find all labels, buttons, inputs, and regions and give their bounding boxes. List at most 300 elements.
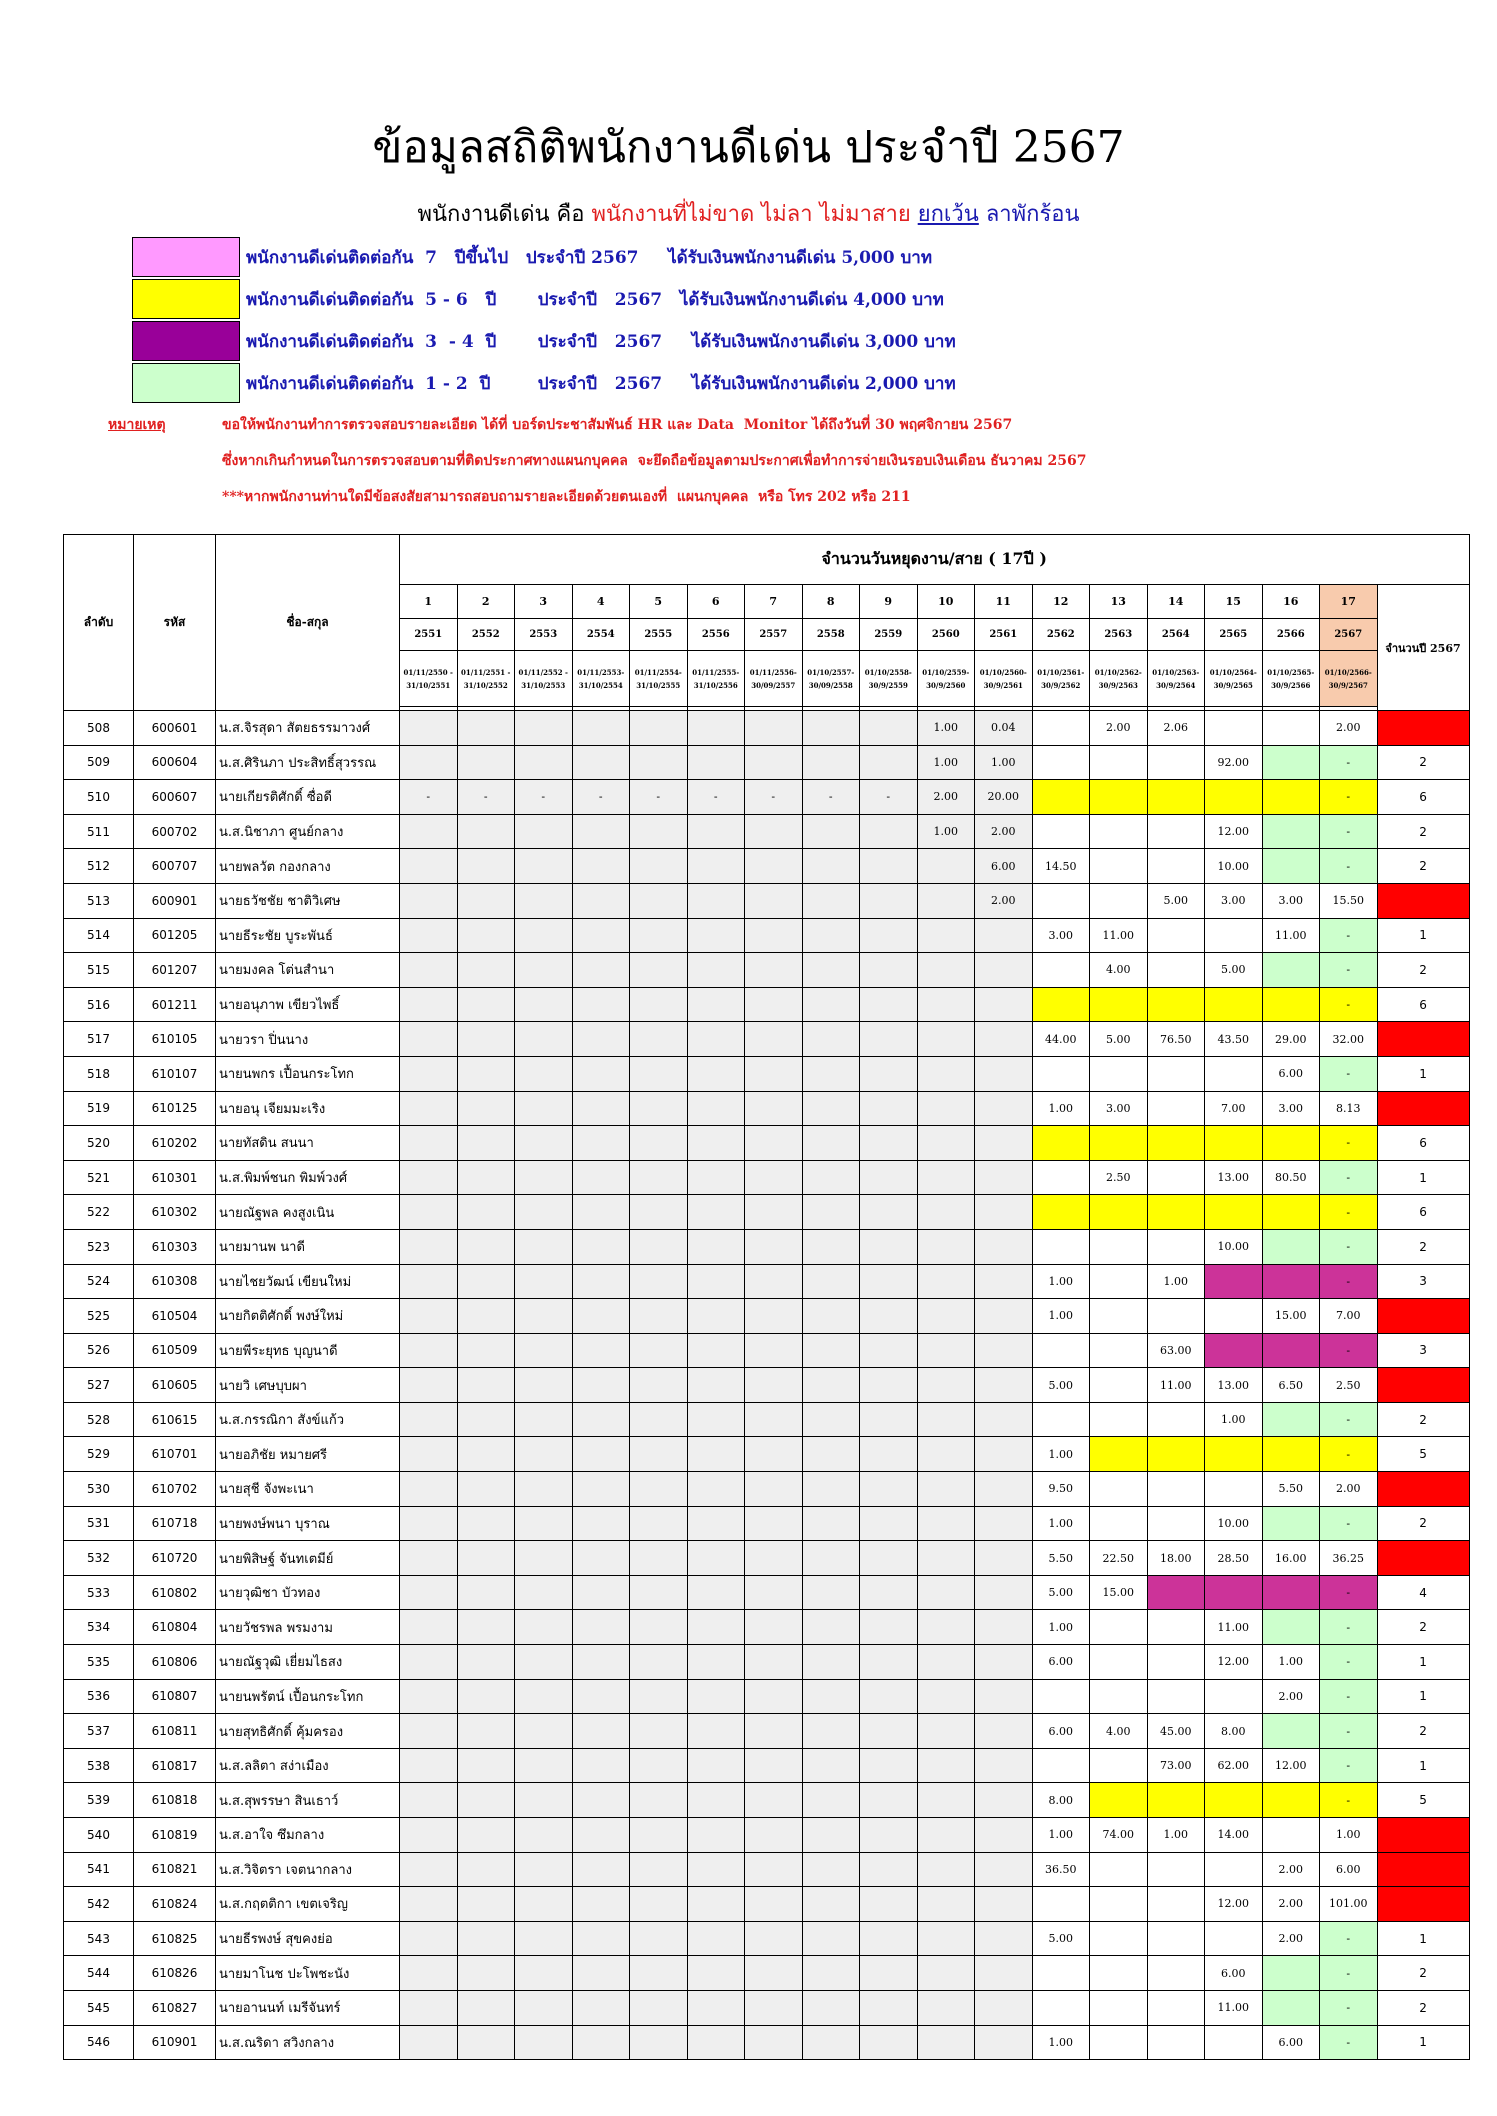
row-value-9: [860, 1887, 918, 1922]
row-value-1: [400, 883, 458, 918]
row-code: 610826: [134, 1956, 216, 1991]
row-value-4: [572, 1368, 630, 1403]
row-value-6: [687, 1887, 745, 1922]
header-period: [457, 651, 515, 707]
page-title: ข้อมูลสถิติพนักงานดีเด่น ประจำปี 2567: [372, 122, 1125, 173]
row-value-7: [745, 1645, 803, 1680]
row-value-3: [515, 711, 573, 746]
row-code: 600901: [134, 883, 216, 918]
row-code: 610509: [134, 1333, 216, 1368]
row-value-17: -: [1320, 1783, 1378, 1818]
row-value-8: [802, 711, 860, 746]
row-value-6: [687, 745, 745, 780]
note-label: หมายเหตุ: [108, 417, 166, 433]
row-value-4: [572, 745, 630, 780]
row-code: 600702: [134, 814, 216, 849]
period-end: 31/10/2551: [406, 680, 451, 690]
period-start: 01/10/2562-: [1094, 667, 1142, 677]
row-code: 600601: [134, 711, 216, 746]
row-value-10: [917, 1575, 975, 1610]
row-value-17: -: [1320, 918, 1378, 953]
row-value-14: [1147, 1645, 1205, 1680]
row-seq: 513: [64, 883, 134, 918]
row-value-4: [572, 1714, 630, 1749]
row-value-17: -: [1320, 1402, 1378, 1437]
row-value-8: [802, 1333, 860, 1368]
row-code: 610819: [134, 1818, 216, 1853]
table-row: [64, 780, 1470, 815]
row-value-12: 1.00: [1032, 1264, 1090, 1299]
table-row: [64, 987, 1470, 1022]
legend-swatch-yellow: [132, 279, 240, 319]
row-value-2: [457, 1506, 515, 1541]
row-value-13: [1090, 1299, 1148, 1334]
row-value-6: [687, 849, 745, 884]
row-value-4: [572, 1056, 630, 1091]
row-value-15: [1205, 1783, 1263, 1818]
row-value-1: [400, 1472, 458, 1507]
row-code: 610806: [134, 1645, 216, 1680]
row-total: 1: [1377, 1160, 1469, 1195]
period-start: 01/11/2555-: [692, 667, 740, 677]
row-value-11: [975, 1126, 1033, 1161]
row-value-13: 74.00: [1090, 1818, 1148, 1853]
row-value-17: 6.00: [1320, 1852, 1378, 1887]
period-end: 31/10/2555: [636, 680, 681, 690]
row-total: 1: [1377, 918, 1469, 953]
row-value-15: [1205, 1472, 1263, 1507]
row-value-14: [1147, 1195, 1205, 1230]
header-name: ชื่อ-สกุล: [216, 535, 400, 711]
row-value-10: [917, 1541, 975, 1576]
row-name: น.ส.วิจิตรา เจตนากลาง: [216, 1852, 400, 1887]
row-total: 2: [1377, 745, 1469, 780]
row-value-16: 6.00: [1262, 2025, 1320, 2060]
row-value-4: [572, 953, 630, 988]
row-value-9: -: [860, 780, 918, 815]
row-value-7: [745, 1748, 803, 1783]
row-name: น.ส.นิชาภา ศูนย์กลาง: [216, 814, 400, 849]
row-code: 610718: [134, 1506, 216, 1541]
row-value-10: [917, 1056, 975, 1091]
row-value-17: -: [1320, 1679, 1378, 1714]
header-col-number: 14: [1147, 585, 1205, 619]
row-value-2: [457, 1229, 515, 1264]
row-code: 610802: [134, 1575, 216, 1610]
row-value-6: [687, 1437, 745, 1472]
row-value-5: [630, 1472, 688, 1507]
row-name: นายสุทธิศักดิ์ คุ้มครอง: [216, 1714, 400, 1749]
row-value-6: [687, 1229, 745, 1264]
table-row: [64, 1679, 1470, 1714]
header-year: 2565: [1205, 619, 1263, 651]
row-value-4: [572, 1679, 630, 1714]
row-value-5: [630, 1645, 688, 1680]
row-value-5: [630, 1541, 688, 1576]
table-row: [64, 1887, 1470, 1922]
row-value-3: [515, 883, 573, 918]
row-name: นายธีรพงษ์ สุขคงย่อ: [216, 1921, 400, 1956]
row-value-9: [860, 1818, 918, 1853]
row-value-6: [687, 1264, 745, 1299]
row-value-6: [687, 2025, 745, 2060]
row-value-1: [400, 987, 458, 1022]
legend-text: พนักงานดีเด่นติดต่อกัน 3 - 4 ปี ประจำปี 2567 ได้รับเงินพนักงานดีเด่น 3,000 บาท: [246, 331, 956, 352]
row-seq: 512: [64, 849, 134, 884]
row-name: นายไชยวัฒน์ เขียนใหม่: [216, 1264, 400, 1299]
row-value-9: [860, 1783, 918, 1818]
row-value-5: [630, 814, 688, 849]
header-col-number: 10: [917, 585, 975, 619]
row-value-13: [1090, 1437, 1148, 1472]
row-value-11: [975, 1506, 1033, 1541]
row-value-6: [687, 953, 745, 988]
row-value-13: [1090, 849, 1148, 884]
row-value-6: [687, 1818, 745, 1853]
row-value-15: [1205, 1437, 1263, 1472]
row-code: 610901: [134, 2025, 216, 2060]
row-value-7: [745, 1160, 803, 1195]
header-period: [515, 651, 573, 707]
row-value-16: [1262, 1333, 1320, 1368]
row-value-12: 14.50: [1032, 849, 1090, 884]
row-value-14: 45.00: [1147, 1714, 1205, 1749]
row-value-11: [975, 1783, 1033, 1818]
row-value-8: [802, 1956, 860, 1991]
row-value-16: [1262, 1783, 1320, 1818]
table-row: [64, 1783, 1470, 1818]
header-col-number: 16: [1262, 585, 1320, 619]
row-value-15: [1205, 2025, 1263, 2060]
row-value-15: 13.00: [1205, 1160, 1263, 1195]
row-code: 610824: [134, 1887, 216, 1922]
row-value-6: [687, 1472, 745, 1507]
table-row: [64, 1921, 1470, 1956]
period-start: 01/10/2557-: [807, 667, 855, 677]
row-value-15: 43.50: [1205, 1022, 1263, 1057]
row-value-4: -: [572, 780, 630, 815]
period-start: 01/11/2552 -: [518, 667, 568, 677]
row-total: [1377, 1852, 1469, 1887]
row-value-2: [457, 1748, 515, 1783]
row-value-3: [515, 1610, 573, 1645]
row-value-9: [860, 1091, 918, 1126]
row-value-6: [687, 711, 745, 746]
row-value-14: 73.00: [1147, 1748, 1205, 1783]
row-value-9: [860, 1956, 918, 1991]
row-value-8: [802, 883, 860, 918]
row-value-8: [802, 849, 860, 884]
row-code: 610720: [134, 1541, 216, 1576]
row-value-6: [687, 987, 745, 1022]
period-start: 01/11/2556-: [749, 667, 797, 677]
table-row: [64, 1437, 1470, 1472]
row-name: นายกิตติศักดิ์ พงษ์ใหม่: [216, 1299, 400, 1334]
row-value-6: [687, 1852, 745, 1887]
row-value-1: [400, 1437, 458, 1472]
header-period: [1320, 651, 1378, 707]
period-end: 31/10/2552: [463, 680, 508, 690]
row-value-1: [400, 1022, 458, 1057]
row-value-11: [975, 1437, 1033, 1472]
row-value-11: [975, 1956, 1033, 1991]
row-value-3: [515, 814, 573, 849]
row-value-6: [687, 1575, 745, 1610]
row-value-14: [1147, 780, 1205, 815]
row-value-6: [687, 814, 745, 849]
row-value-2: [457, 1022, 515, 1057]
row-value-2: [457, 1264, 515, 1299]
row-value-4: [572, 883, 630, 918]
note-line-3: ***หากพนักงานท่านใดมีข้อสงสัยสามารถสอบถามรายละเอียดด้วยตนเองที่ แผนกบุคคล หรือ โทร 202 หรือ 211: [222, 489, 911, 505]
row-total: 2: [1377, 1990, 1469, 2025]
header-total: จำนวนปี 2567: [1377, 585, 1469, 711]
row-total: 3: [1377, 1264, 1469, 1299]
row-value-14: [1147, 1056, 1205, 1091]
row-value-16: 2.00: [1262, 1887, 1320, 1922]
row-value-7: [745, 1299, 803, 1334]
row-total: 1: [1377, 1921, 1469, 1956]
row-value-12: 1.00: [1032, 1818, 1090, 1853]
row-value-1: [400, 1679, 458, 1714]
row-value-15: 11.00: [1205, 1610, 1263, 1645]
table-row: [64, 849, 1470, 884]
header-period: [802, 651, 860, 707]
row-value-7: [745, 1264, 803, 1299]
row-total: 1: [1377, 1056, 1469, 1091]
row-value-15: [1205, 1264, 1263, 1299]
row-value-9: [860, 1714, 918, 1749]
row-value-5: [630, 987, 688, 1022]
row-name: น.ส.สุพรรษา สินเธาว์: [216, 1783, 400, 1818]
row-value-1: [400, 1160, 458, 1195]
header-period: [917, 651, 975, 707]
row-total: 1: [1377, 2025, 1469, 2060]
row-value-10: [917, 1956, 975, 1991]
row-value-11: [975, 1575, 1033, 1610]
row-value-8: -: [802, 780, 860, 815]
row-value-10: [917, 2025, 975, 2060]
row-value-14: [1147, 2025, 1205, 2060]
row-total: [1377, 1091, 1469, 1126]
row-value-11: [975, 1714, 1033, 1749]
row-value-9: [860, 849, 918, 884]
header-period: [1205, 651, 1263, 707]
row-value-14: [1147, 1437, 1205, 1472]
row-total: 2: [1377, 1610, 1469, 1645]
row-value-17: -: [1320, 1229, 1378, 1264]
row-value-15: [1205, 1679, 1263, 1714]
row-value-15: [1205, 1333, 1263, 1368]
row-value-13: [1090, 1887, 1148, 1922]
row-value-14: [1147, 1575, 1205, 1610]
row-value-8: [802, 1264, 860, 1299]
row-seq: 535: [64, 1645, 134, 1680]
row-value-7: [745, 1056, 803, 1091]
row-value-8: [802, 1160, 860, 1195]
row-value-12: 5.00: [1032, 1575, 1090, 1610]
row-value-9: [860, 918, 918, 953]
row-code: 610605: [134, 1368, 216, 1403]
row-value-8: [802, 1472, 860, 1507]
row-value-15: [1205, 1195, 1263, 1230]
row-value-16: 6.50: [1262, 1368, 1320, 1403]
row-value-3: [515, 1679, 573, 1714]
row-value-6: [687, 1956, 745, 1991]
row-value-5: [630, 1160, 688, 1195]
row-value-11: [975, 1818, 1033, 1853]
row-value-5: [630, 1610, 688, 1645]
row-value-6: [687, 1022, 745, 1057]
row-value-11: [975, 1160, 1033, 1195]
row-value-8: [802, 1645, 860, 1680]
row-value-2: [457, 1990, 515, 2025]
row-seq: 539: [64, 1783, 134, 1818]
row-name: นายพีระยุทธ บุญนาดี: [216, 1333, 400, 1368]
row-value-7: [745, 953, 803, 988]
table-row: [64, 1818, 1470, 1853]
row-value-3: [515, 1783, 573, 1818]
row-value-5: [630, 1990, 688, 2025]
row-value-16: 2.00: [1262, 1921, 1320, 1956]
header-period: [745, 651, 803, 707]
row-value-7: [745, 1921, 803, 1956]
row-value-11: [975, 1056, 1033, 1091]
row-seq: 528: [64, 1402, 134, 1437]
row-code: 610702: [134, 1472, 216, 1507]
row-value-7: [745, 1126, 803, 1161]
row-value-12: 1.00: [1032, 1610, 1090, 1645]
row-value-15: [1205, 711, 1263, 746]
row-value-13: [1090, 1645, 1148, 1680]
row-value-14: 2.06: [1147, 711, 1205, 746]
header-seq: ลำดับ: [64, 535, 134, 711]
row-value-12: 36.50: [1032, 1852, 1090, 1887]
row-value-11: [975, 987, 1033, 1022]
header-absence-group: จำนวนวันหยุดงาน/สาย ( 17ปี ): [400, 535, 1470, 585]
row-value-7: [745, 1956, 803, 1991]
row-value-3: [515, 1437, 573, 1472]
row-value-14: [1147, 1610, 1205, 1645]
header-period: [687, 651, 745, 707]
row-value-10: [917, 1679, 975, 1714]
row-value-10: 1.00: [917, 814, 975, 849]
row-value-13: [1090, 1264, 1148, 1299]
row-value-10: [917, 1126, 975, 1161]
row-value-11: [975, 1472, 1033, 1507]
row-value-2: [457, 1783, 515, 1818]
row-value-15: 1.00: [1205, 1402, 1263, 1437]
row-value-13: [1090, 814, 1148, 849]
row-value-11: 1.00: [975, 745, 1033, 780]
row-total: 6: [1377, 1195, 1469, 1230]
row-name: นายพลวัต กองกลาง: [216, 849, 400, 884]
row-value-5: [630, 1852, 688, 1887]
row-value-14: [1147, 1921, 1205, 1956]
row-value-3: [515, 918, 573, 953]
row-value-4: [572, 1921, 630, 1956]
row-value-5: [630, 1506, 688, 1541]
row-value-5: [630, 1575, 688, 1610]
row-value-13: 3.00: [1090, 1091, 1148, 1126]
row-value-17: -: [1320, 1645, 1378, 1680]
row-seq: 524: [64, 1264, 134, 1299]
row-value-9: [860, 1229, 918, 1264]
table-row: [64, 1264, 1470, 1299]
row-total: 2: [1377, 953, 1469, 988]
note-line-1: ขอให้พนักงานทำการตรวจสอบรายละเอียด ได้ที่ บอร์ดประชาสัมพันธ์ HR และ Data Monitor ได้ถึงวันที่ 30 พฤศจิกายน 2567: [222, 417, 1013, 433]
table-row: [64, 1126, 1470, 1161]
period-end: 30/09/2558: [808, 680, 853, 690]
row-code: 610125: [134, 1091, 216, 1126]
row-seq: 519: [64, 1091, 134, 1126]
period-start: 01/11/2553-: [577, 667, 625, 677]
row-value-11: 20.00: [975, 780, 1033, 815]
row-value-8: [802, 1610, 860, 1645]
row-value-13: [1090, 1402, 1148, 1437]
row-value-1: [400, 1368, 458, 1403]
row-value-17: 32.00: [1320, 1022, 1378, 1057]
header-year: 2561: [975, 619, 1033, 651]
row-value-9: [860, 1575, 918, 1610]
row-name: นายณัฐพล คงสูงเนิน: [216, 1195, 400, 1230]
row-seq: 531: [64, 1506, 134, 1541]
row-value-3: [515, 1160, 573, 1195]
row-value-6: [687, 1921, 745, 1956]
table-row: [64, 1368, 1470, 1403]
row-name: นายมานพ นาดี: [216, 1229, 400, 1264]
row-value-17: -: [1320, 1921, 1378, 1956]
row-name: นายวุฒิชา บัวทอง: [216, 1575, 400, 1610]
row-name: นายเกียรติศักดิ์ ซื่อดี: [216, 780, 400, 815]
row-value-1: [400, 953, 458, 988]
header-year: 2563: [1090, 619, 1148, 651]
row-value-10: [917, 1645, 975, 1680]
period-start: 01/11/2551 -: [461, 667, 511, 677]
row-value-3: [515, 1368, 573, 1403]
row-code: 610807: [134, 1679, 216, 1714]
row-value-1: [400, 1402, 458, 1437]
row-value-1: [400, 1852, 458, 1887]
row-value-3: [515, 1956, 573, 1991]
row-value-16: [1262, 1506, 1320, 1541]
row-value-14: [1147, 814, 1205, 849]
row-value-16: [1262, 849, 1320, 884]
row-value-5: [630, 1887, 688, 1922]
row-seq: 541: [64, 1852, 134, 1887]
row-value-5: [630, 918, 688, 953]
row-name: นายวิ เศษบุบผา: [216, 1368, 400, 1403]
row-value-8: [802, 1506, 860, 1541]
row-value-1: -: [400, 780, 458, 815]
row-value-10: [917, 1022, 975, 1057]
header-year: 2567: [1320, 619, 1378, 651]
row-seq: 536: [64, 1679, 134, 1714]
row-value-16: 29.00: [1262, 1022, 1320, 1057]
row-value-7: [745, 1714, 803, 1749]
header-col-number: 4: [572, 585, 630, 619]
row-value-14: [1147, 1506, 1205, 1541]
row-value-5: -: [630, 780, 688, 815]
row-seq: 530: [64, 1472, 134, 1507]
row-value-11: [975, 1264, 1033, 1299]
row-value-5: [630, 2025, 688, 2060]
row-value-1: [400, 1783, 458, 1818]
row-value-15: 6.00: [1205, 1956, 1263, 1991]
row-value-10: 1.00: [917, 745, 975, 780]
row-seq: 527: [64, 1368, 134, 1403]
row-value-2: [457, 987, 515, 1022]
